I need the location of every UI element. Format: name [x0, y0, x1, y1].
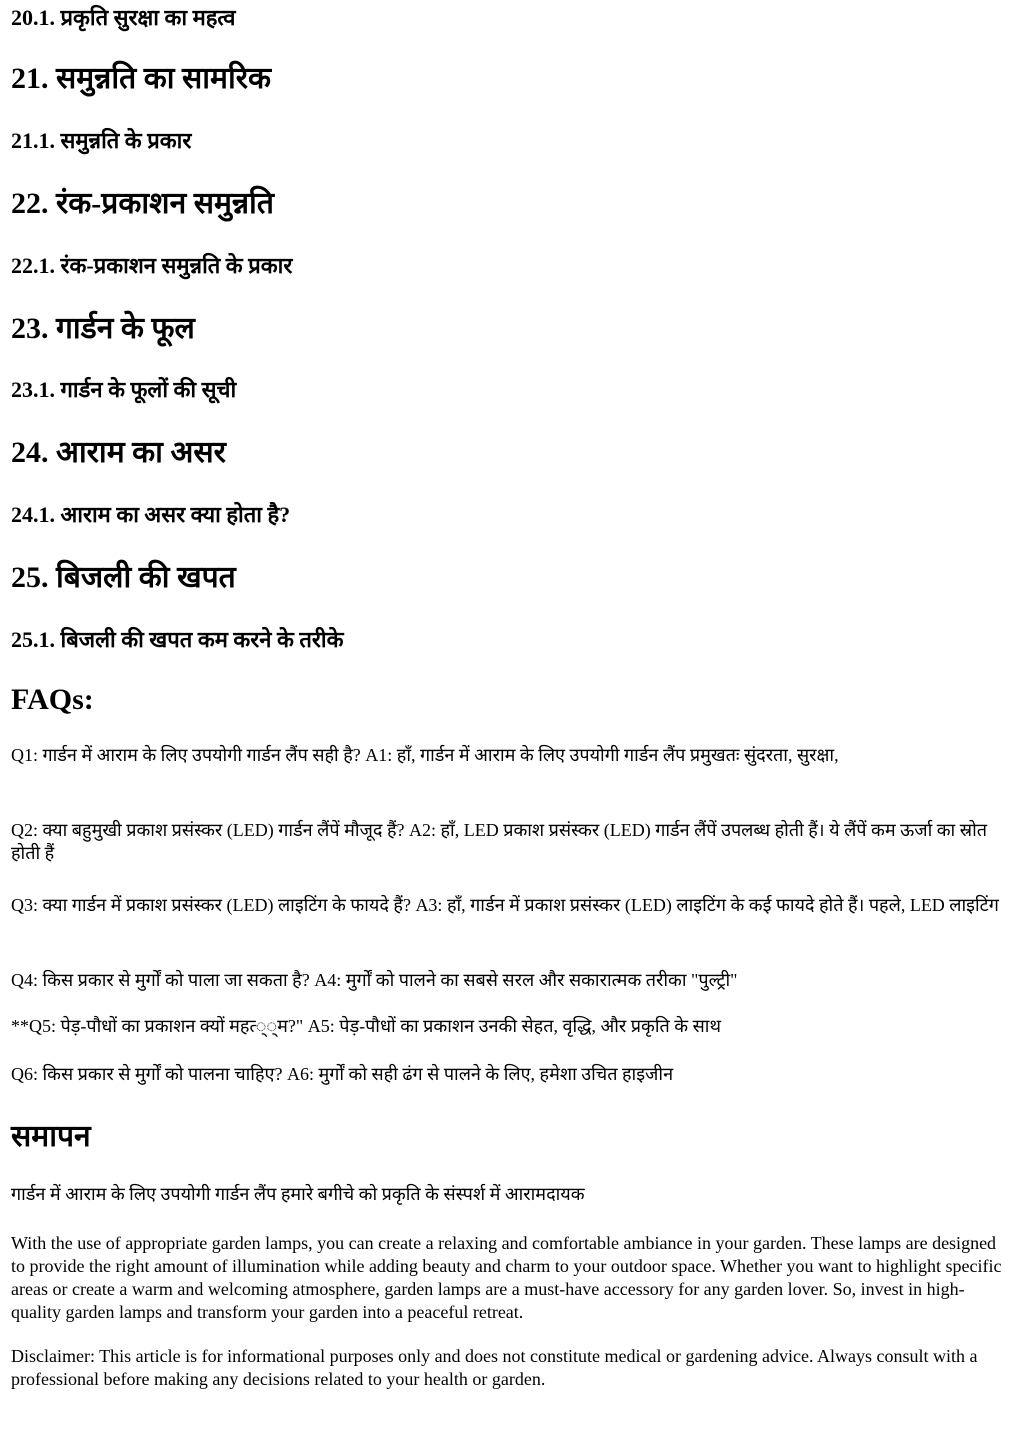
faq-item-3 — [11, 894, 1013, 917]
disclaimer-paragraph: Disclaimer: This article is for informational purposes only and does not constitute medical or gardening advice. Always consult with a professional before making any decisions related to your health or garden. — [11, 1346, 978, 1389]
heading-25-1: 25.1. बिजली की खपत कम करने के तरीके — [11, 627, 344, 652]
faq-question: **Q5: पेड़-पौधों का प्रकाशन क्यों महत्‍्‍्‍म?" — [11, 1016, 304, 1036]
faq-question: Q3: क्या गार्डन में प्रकाश प्रसंस्कर (LED) लाइटिंग के फायदे हैं? — [11, 895, 411, 915]
conclusion-heading: समापन — [11, 1120, 91, 1153]
faq-question: Q4: किस प्रकार से मुर्गों को पाला जा सकता है? — [11, 970, 310, 990]
faq-answer: A2: हाँ, LED प्रकाश प्रसंस्कर (LED) गार्डन लैंपें उपलब्ध होती हैं। ये लैंपें कम ऊर्जा का स्रोत होती हैं — [11, 820, 987, 863]
faq-question: Q1: गार्डन में आराम के लिए उपयोगी गार्डन लैंप सही है? — [11, 745, 361, 765]
conclusion-english-paragraph: With the use of appropriate garden lamps, you can create a relaxing and comfortable ambiance in your garden. These lamps are designed to provide the right amount of illumination while adding beauty and charm to your outdoor space. Whether you want to highlight specific areas or create a warm and welcoming atmosphere, garden lamps are a must-have accessory for any garden lover. So, invest in high-quality garden lamps and transform your garden into a peaceful retreat. — [11, 1233, 1002, 1322]
heading-22: 22. रंक-प्रकाशन समुन्नति — [11, 187, 274, 220]
heading-23: 23. गार्डन के फूल — [11, 312, 195, 345]
faq-item-1 — [11, 744, 1013, 767]
heading-21-1: 21.1. समुन्नति के प्रकार — [11, 128, 192, 153]
faq-item-2 — [11, 819, 1013, 865]
conclusion-hindi-paragraph: गार्डन में आराम के लिए उपयोगी गार्डन लैंप हमारे बगीचे को प्रकृति के संस्पर्श में आरामदायक — [11, 1184, 585, 1204]
faq-answer: A4: मुर्गों को पालने का सबसे सरल और सकारात्मक तरीका "पुल्ट्री" — [314, 970, 738, 990]
faq-answer: A3: हाँ, गार्डन में प्रकाश प्रसंस्कर (LED) लाइटिंग के कई फायदे होते हैं। पहले, LED लाइटिंग — [415, 895, 999, 915]
faq-item-4 — [11, 969, 1013, 992]
heading-24: 24. आराम का असर — [11, 436, 226, 469]
heading-22-1: 22.1. रंक-प्रकाशन समुन्नति के प्रकार — [11, 253, 293, 278]
heading-21: 21. समुन्नति का सामरिक — [11, 62, 272, 95]
faq-answer: A1: हाँ, गार्डन में आराम के लिए उपयोगी गार्डन लैंप प्रमुखतः सुंदरता, सुरक्षा, — [365, 745, 839, 765]
heading-23-1: 23.1. गार्डन के फूलों की सूची — [11, 377, 237, 402]
faq-answer: A6: मुर्गों को सही ढंग से पालने के लिए, हमेशा उचित हाइजीन — [286, 1064, 674, 1084]
faq-item-6 — [11, 1063, 1013, 1086]
faqs-heading: FAQs: — [11, 683, 94, 716]
heading-24-1: 24.1. आराम का असर क्या होता है? — [11, 502, 291, 527]
faq-question: Q2: क्या बहुमुखी प्रकाश प्रसंस्कर (LED) गार्डन लैंपें मौजूद हैं? — [11, 820, 405, 840]
faq-question: Q6: किस प्रकार से मुर्गों को पालना चाहिए? — [11, 1064, 283, 1084]
heading-25: 25. बिजली की खपत — [11, 561, 236, 594]
faq-answer: A5: पेड़-पौधों का प्रकाशन उनकी सेहत, वृद्धि, और प्रकृति के साथ — [307, 1016, 721, 1036]
heading-20-1: 20.1. प्रकृति सुरक्षा का महत्व — [11, 5, 236, 30]
faq-item-5 — [11, 1015, 1013, 1038]
